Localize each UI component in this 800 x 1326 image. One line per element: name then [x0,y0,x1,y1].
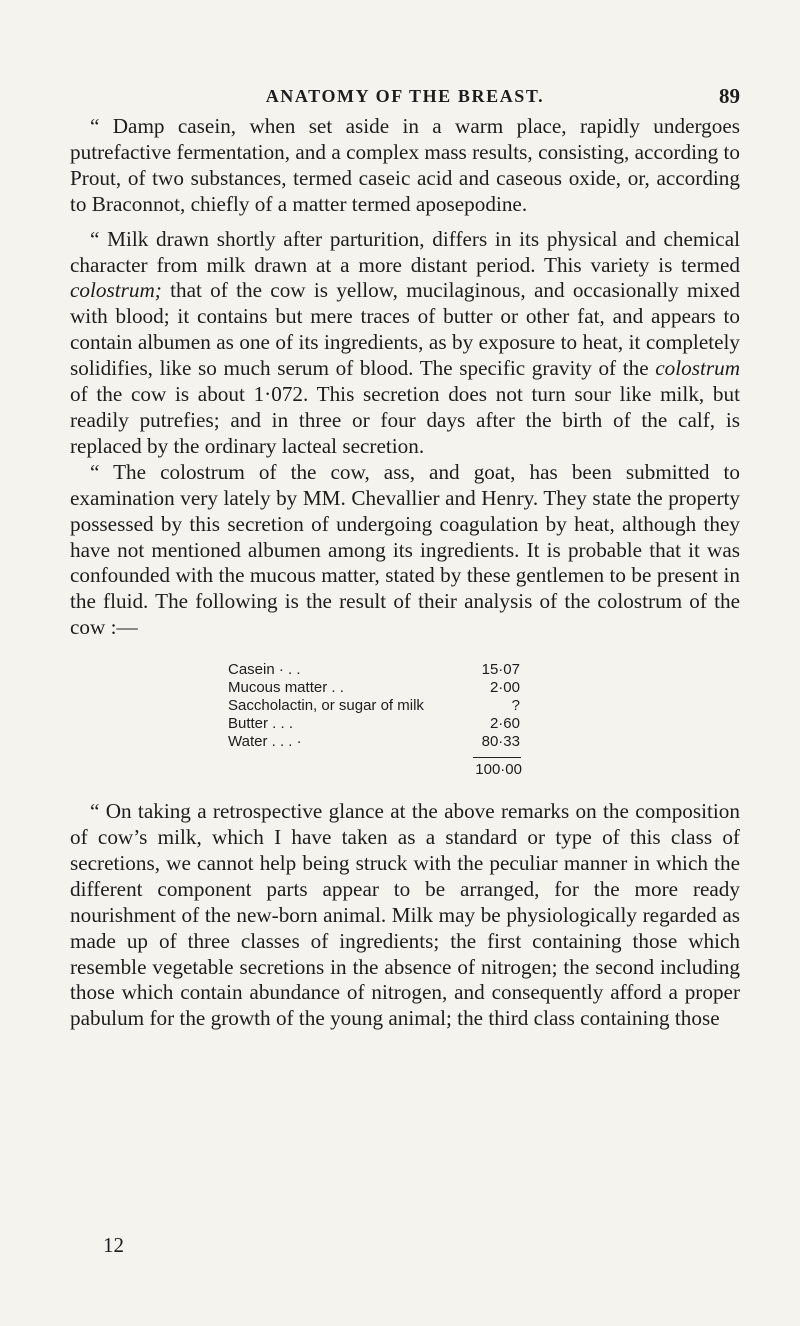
rule-line [473,757,521,758]
signature-mark: 12 [103,1233,124,1257]
paragraph-colostrum-part-3: of the cow is about 1·072. This secretion does not turn sour like milk, but readily putrefies; and in three or four days after the birth of the calf, is replaced by the ordinary lacteal secretion. [70,382,740,458]
row-value: 2·00 [489,679,520,697]
row-label: Butter . . . [228,715,294,733]
paragraph-colostrum [70,227,740,460]
page-header [70,86,740,112]
total-rule [228,751,390,761]
term-colostrum: colostrum; [70,278,162,303]
row-label: Saccholactin, or sugar of milk [228,697,424,715]
paragraph-colostrum-part-1: “ Milk drawn shortly after parturition, differs in its physical and chemical character from milk drawn at a more distant period. This variety is termed [70,226,740,277]
total-value: 100·00 [475,761,522,779]
analysis-table [228,661,522,781]
table-row [228,715,520,733]
page-number: 89 [719,84,740,108]
row-label: Mucous matter . . [228,679,344,697]
row-value: 15·07 [481,661,520,679]
paragraph-colostrum-part-2: that of the cow is yellow, mucilaginous, and occasionally mixed with blood; it contains but mere traces of butter or other fat, and appears to contain albumen as one of its ingredients, as by exposure to heat, it completely solidifies, like so much serum of blood. The specific gravity of the [70,278,740,381]
table-row [228,661,520,679]
paragraph-casein: “ Damp casein, when set aside in a warm place, rapidly undergoes putrefactive fermentation, and a complex mass results, consisting, according to Prout, of two substances, termed caseic acid and caseous oxide, or, according to Braconnot, chiefly of a matter termed aposepodine. [70,114,740,216]
body-text [70,114,740,1032]
row-value: 2·60 [489,715,520,733]
paragraph-retrospective: “ On taking a retrospective glance at the above remarks on the composition of cow’s milk, which I have taken as a standard or type of this class of secretions, we cannot help being struck with the peculiar manner in which the different component parts appear to be arranged, for the more ready nourishment of the new-born animal. Milk may be physiologically regarded as made up of three classes of ingredients; the first containing those which resemble vegetable secretions in the absence of nitrogen; the second including those which contain abundance of nitrogen, and consequently afford a proper pabulum for the growth of the young animal; the third class containing those [70,799,740,1031]
table-total [228,761,522,781]
row-value: 80·33 [481,733,520,751]
running-title: ANATOMY OF THE BREAST. [265,86,545,106]
table-row [228,679,520,697]
table-row [228,733,520,751]
paragraph-analysis: “ The colostrum of the cow, ass, and goat, has been submitted to examination very lately by MM. Chevallier and Henry. They state the property possessed by this secretion of undergoing coagulation by heat, although they have not mentioned albumen among its ingredients. It is probable that it was confounded with the mucous matter, stated by these gentlemen to be present in the fluid. The following is the result of their analysis of the colostrum of the cow :— [70,459,740,640]
row-label: Water . . . · [228,733,302,751]
row-value: ? [511,697,520,715]
table-row [228,697,520,715]
term-colostrum-2: colostrum [655,356,740,381]
row-label: Casein · . . [228,661,301,679]
